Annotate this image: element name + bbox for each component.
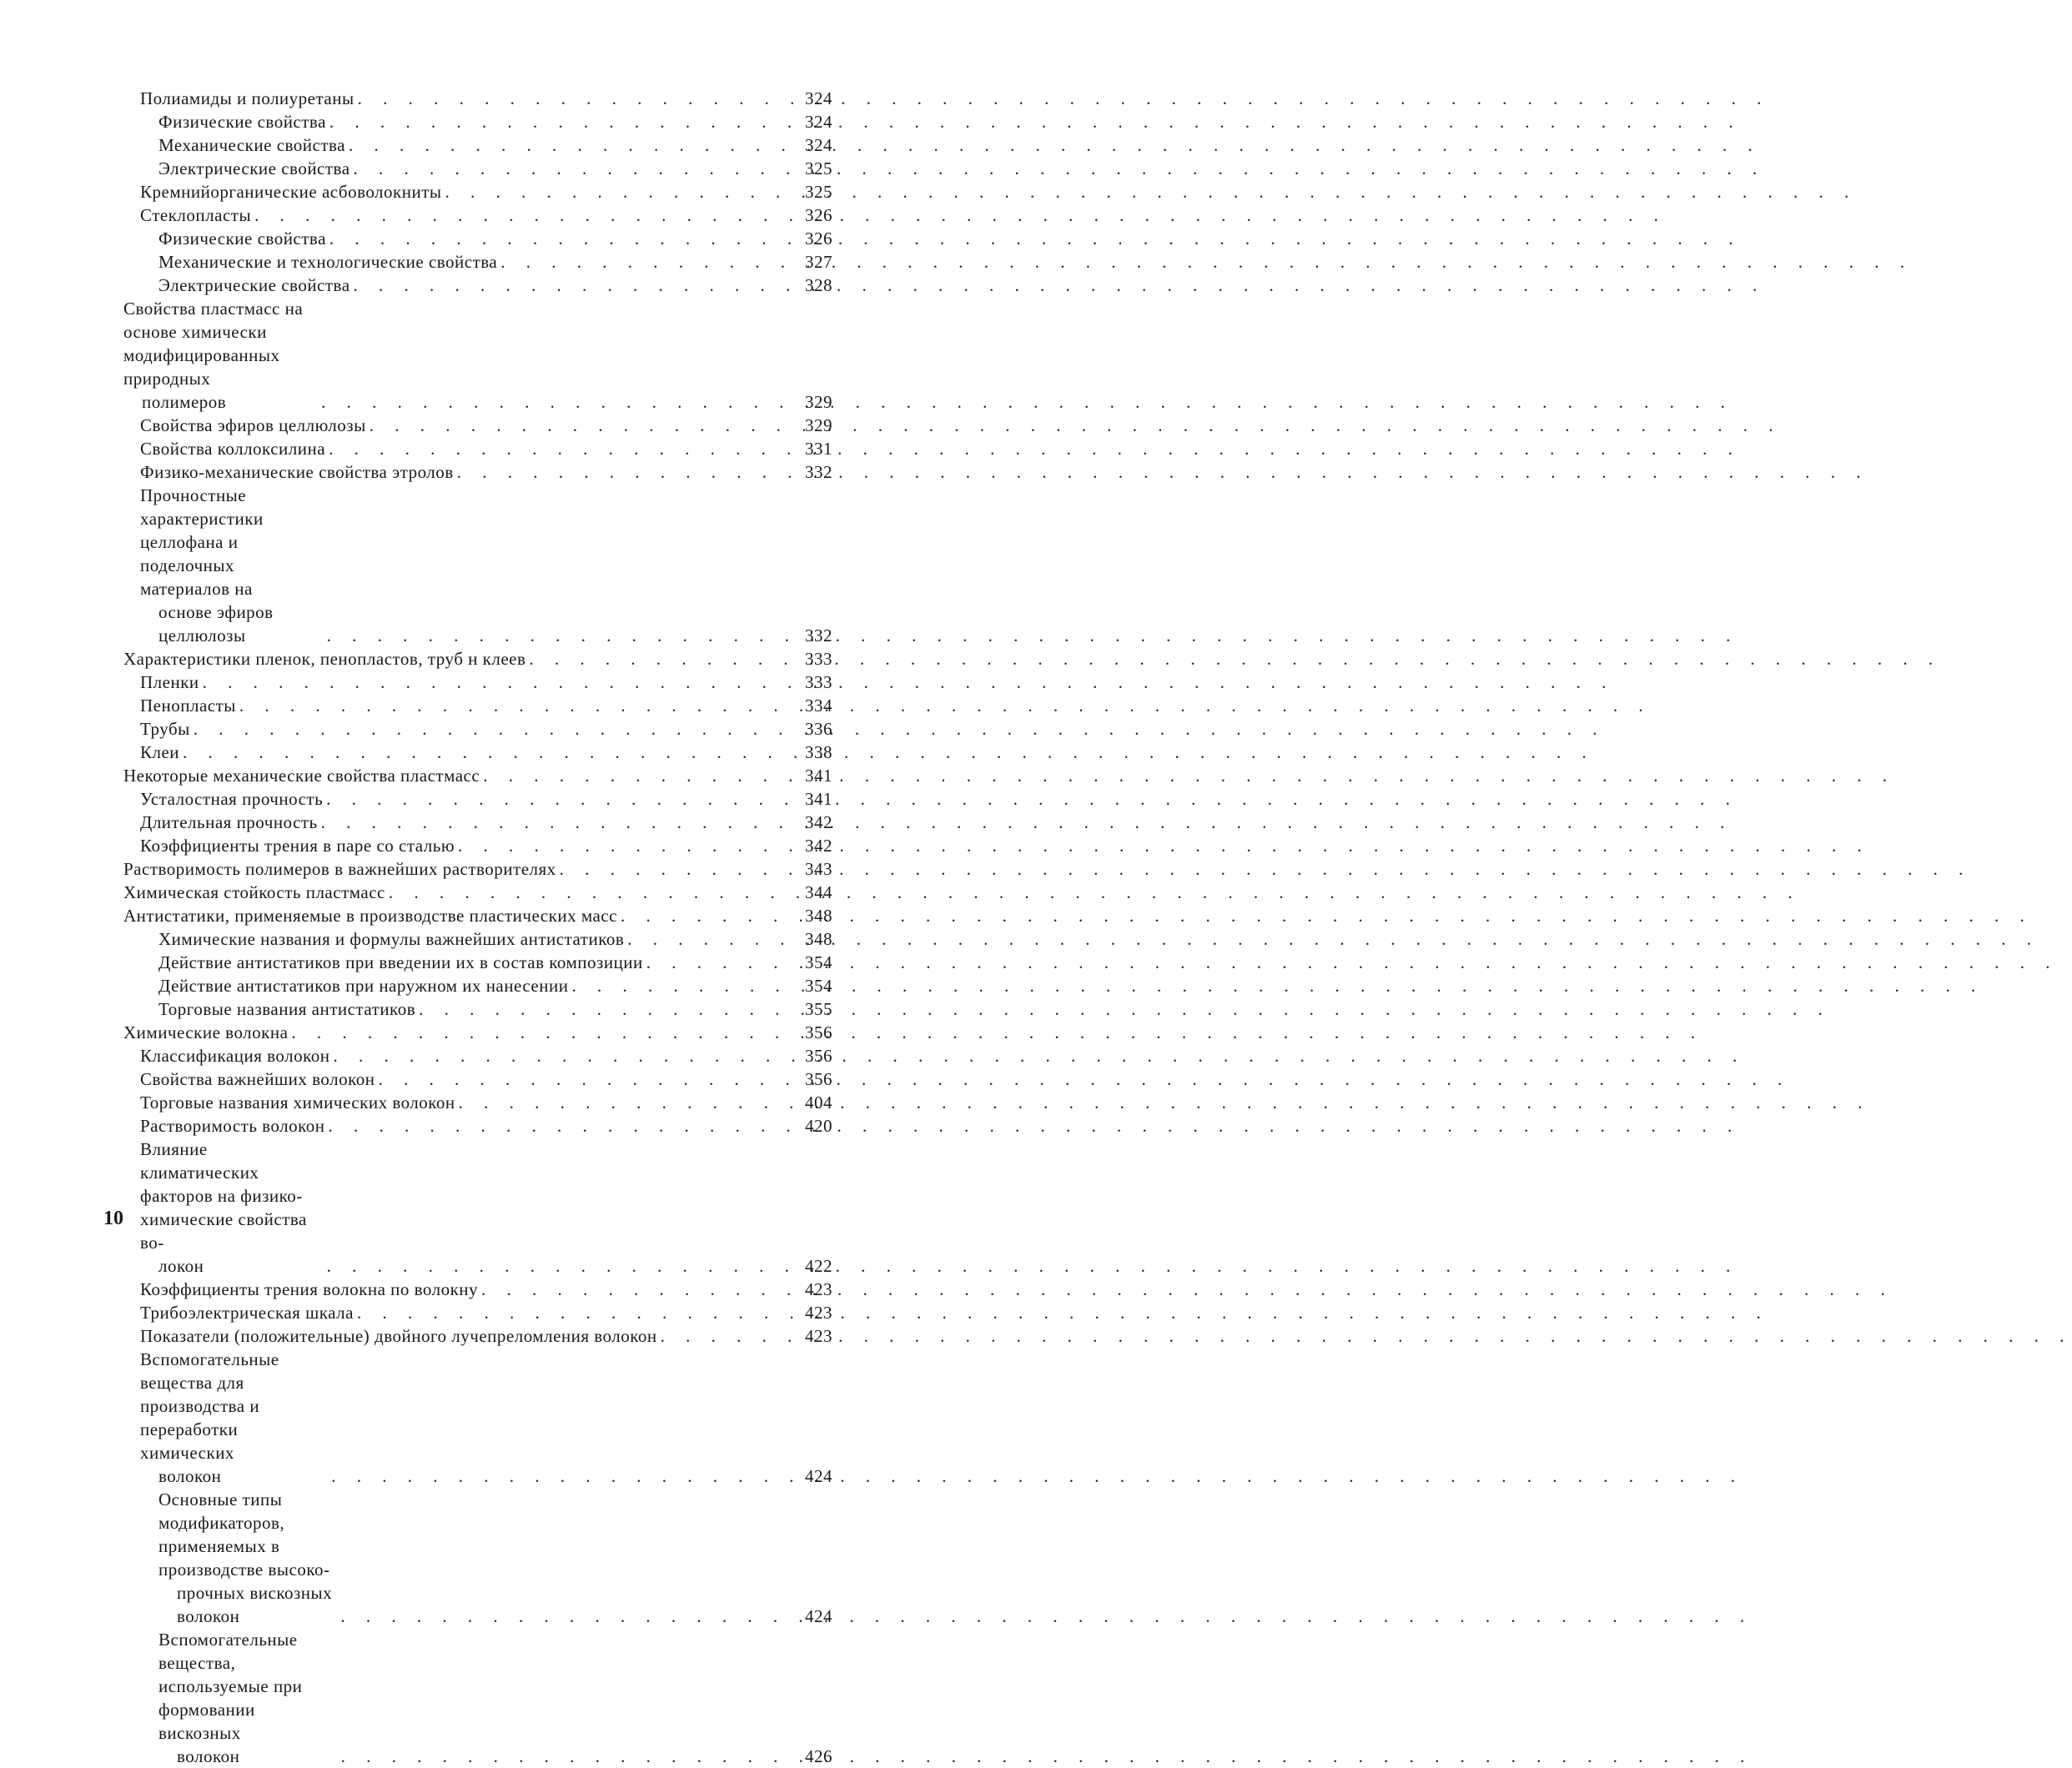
toc-entry-page: 325 <box>805 182 832 202</box>
toc-entry-title: Классификация волокон <box>140 1046 330 1066</box>
toc-entry-title: Свойства пластмасс на основе химически модифицированных природных <box>123 299 304 389</box>
toc-entry <box>123 764 832 787</box>
toc-entry-page: 422 <box>805 1256 832 1276</box>
toc-entry <box>123 484 832 647</box>
toc-entry-page: 424 <box>805 1466 832 1486</box>
toc-entry-page: 341 <box>805 766 832 786</box>
toc-entry-title-cont: основе эфиров целлюлозы <box>158 602 274 645</box>
toc-entry-title: Вспомогательные вещества для производства и переработки химических <box>140 1349 279 1463</box>
toc-entry-title: Кремнийорганические асбоволокниты <box>140 182 442 202</box>
toc-entry <box>123 87 832 110</box>
toc-entry-page: 356 <box>805 1046 832 1066</box>
toc-entry <box>123 904 832 927</box>
toc-entry <box>123 1628 832 1768</box>
toc-entry-page: 324 <box>805 135 832 155</box>
toc-entry-title: Показатели (положительные) двойного лучепреломления волокон <box>140 1326 657 1346</box>
toc-entry-page: 324 <box>805 112 832 132</box>
toc-entry-page: 331 <box>805 439 832 459</box>
toc-entry <box>123 1301 832 1324</box>
toc-entry-title: Свойства коллоксилина <box>140 439 326 459</box>
toc-entry-page: 324 <box>805 88 832 108</box>
toc-entry-title: Физические свойства <box>158 229 326 249</box>
toc-entry-page: 333 <box>805 649 832 669</box>
toc-entry-page: 326 <box>805 205 832 225</box>
toc-entry-title: Длительная прочность <box>140 812 318 832</box>
toc-entry <box>123 1324 832 1348</box>
toc-entry <box>123 1488 832 1628</box>
toc-entry <box>123 881 832 904</box>
toc-entry <box>123 951 832 974</box>
toc-entry-page: 342 <box>805 812 832 832</box>
toc-entry <box>123 203 832 227</box>
toc-entry-title: Механические и технологические свойства <box>158 252 498 272</box>
toc-entry-page: 348 <box>805 929 832 949</box>
toc-entry <box>123 694 832 717</box>
toc-entry-title: Усталостная прочность <box>140 789 324 809</box>
toc-entry-page: 423 <box>805 1326 832 1346</box>
toc-entry-title: Электрические свойства <box>158 158 350 178</box>
toc-entry-title: Трубы <box>140 719 190 739</box>
toc-entry-title: Полиамиды и полиуретаны <box>140 88 355 108</box>
toc-entry <box>123 1067 832 1091</box>
toc-entry-title-cont: полимеров <box>142 392 227 412</box>
toc-entry-title: Растворимость волокон <box>140 1116 325 1136</box>
toc-entry-page: 326 <box>805 229 832 249</box>
toc-entry-page: 328 <box>805 275 832 295</box>
toc-entry-page: 423 <box>805 1279 832 1299</box>
toc-entry <box>123 460 832 484</box>
toc-entry-page: 356 <box>805 1069 832 1089</box>
toc-entry-title: Клеи <box>140 742 180 762</box>
toc-entry-page: 332 <box>805 625 832 645</box>
toc-entry-title: Антистатики, применяемые в производстве пластических масс <box>123 906 617 926</box>
toc-entry-page: 354 <box>805 952 832 972</box>
toc-entry <box>123 110 832 133</box>
toc-entry-title-cont: прочных вискозных волокон <box>177 1583 333 1626</box>
toc-entry <box>123 1044 832 1067</box>
toc-entry-page: 325 <box>805 158 832 178</box>
toc-entry-page: 423 <box>805 1303 832 1323</box>
toc-entry-page: 354 <box>805 976 832 996</box>
toc-entry-title: Коэффициенты трения в паре со сталью <box>140 836 455 856</box>
toc-entry-title: Физические свойства <box>158 112 326 132</box>
toc-entry-title: Трибоэлектрическая шкала <box>140 1303 354 1323</box>
page-number: 10 <box>103 1208 123 1229</box>
toc-entry-page: 329 <box>805 392 832 412</box>
toc-entry <box>123 811 832 834</box>
toc-entry-page: 334 <box>805 696 832 716</box>
toc-entry <box>123 927 832 951</box>
toc-entry-title: Действие антистатиков при наружном их нанесении <box>158 976 569 996</box>
toc-entry-title: Характеристики пленок, пенопластов, труб н клеев <box>123 649 526 669</box>
toc-entry <box>123 274 832 297</box>
toc-entry <box>123 297 832 414</box>
toc-entry-title: Вспомогательные вещества, используемые при формовании вискозных <box>158 1630 303 1743</box>
toc-entry <box>123 414 832 437</box>
toc-entry-title: Прочностные характеристики целлофана и поделочных материалов на <box>140 485 264 599</box>
toc-entry-page: 329 <box>805 415 832 435</box>
toc-entry-title: Влияние климатических факторов на физико-химические свойства во- <box>140 1139 307 1253</box>
toc-entry-page: 333 <box>805 672 832 692</box>
table-of-contents <box>123 87 832 1768</box>
toc-entry-page: 404 <box>805 1092 832 1113</box>
toc-entry <box>123 1114 832 1138</box>
toc-entry-title: Действие антистатиков при введении их в состав композиции <box>158 952 643 972</box>
toc-entry-title-cont: волокон <box>158 1466 222 1486</box>
toc-entry-title: Химическая стойкость пластмасс <box>123 882 385 902</box>
toc-entry-title-cont: волокон <box>177 1746 240 1766</box>
toc-entry-page: 424 <box>805 1606 832 1626</box>
toc-entry <box>123 857 832 881</box>
toc-entry-page: 355 <box>805 999 832 1019</box>
toc-entry <box>123 227 832 250</box>
toc-entry-title: Электрические свойства <box>158 275 350 295</box>
toc-entry <box>123 647 832 671</box>
toc-entry <box>123 133 832 157</box>
toc-entry <box>123 671 832 694</box>
toc-entry <box>123 1138 832 1278</box>
toc-entry <box>123 437 832 460</box>
toc-entry-page: 344 <box>805 882 832 902</box>
toc-entry-title: Коэффициенты трения волокна по волокну <box>140 1279 479 1299</box>
toc-entry <box>123 717 832 741</box>
toc-entry-page: 343 <box>805 859 832 879</box>
toc-entry <box>123 997 832 1021</box>
toc-entry <box>123 1278 832 1301</box>
document-page <box>0 0 970 1766</box>
toc-entry-page: 426 <box>805 1746 832 1766</box>
toc-entry-page: 342 <box>805 836 832 856</box>
toc-entry <box>123 180 832 203</box>
toc-entry-title-cont: локон <box>158 1256 204 1276</box>
toc-entry-title: Химические названия и формулы важнейших антистатиков <box>158 929 625 949</box>
toc-entry-page: 327 <box>805 252 832 272</box>
toc-entry-title: Свойства эфиров целлюлозы <box>140 415 366 435</box>
toc-entry <box>123 834 832 857</box>
toc-entry-page: 336 <box>805 719 832 739</box>
toc-entry <box>123 787 832 811</box>
toc-entry-title: Торговые названия антистатиков <box>158 999 416 1019</box>
toc-entry-title: Пенопласты <box>140 696 236 716</box>
toc-entry <box>123 741 832 764</box>
toc-entry <box>123 974 832 997</box>
toc-entry-page: 332 <box>805 462 832 482</box>
toc-entry-page: 338 <box>805 742 832 762</box>
toc-entry-title: Торговые названия химических волокон <box>140 1092 455 1113</box>
toc-entry-title: Физико-механические свойства этролов <box>140 462 454 482</box>
toc-entry-page: 341 <box>805 789 832 809</box>
toc-entry-title: Пленки <box>140 672 199 692</box>
toc-entry-page: 420 <box>805 1116 832 1136</box>
toc-entry-page: 348 <box>805 906 832 926</box>
toc-entry <box>123 1021 832 1044</box>
toc-entry-title: Основные типы модификаторов, применяемых в производстве высоко- <box>158 1489 330 1580</box>
toc-entry-title: Химические волокна <box>123 1022 289 1042</box>
toc-entry-title: Свойства важнейших волокон <box>140 1069 375 1089</box>
toc-entry-page: 356 <box>805 1022 832 1042</box>
toc-entry <box>123 250 832 274</box>
toc-entry <box>123 1091 832 1114</box>
toc-entry-title: Механические свойства <box>158 135 345 155</box>
toc-entry-title: Некоторые механические свойства пластмасс <box>123 766 480 786</box>
toc-entry-title: Растворимость полимеров в важнейших растворителях <box>123 859 556 879</box>
toc-entry-title: Стеклопласты <box>140 205 252 225</box>
toc-entry <box>123 157 832 180</box>
toc-entry <box>123 1348 832 1488</box>
